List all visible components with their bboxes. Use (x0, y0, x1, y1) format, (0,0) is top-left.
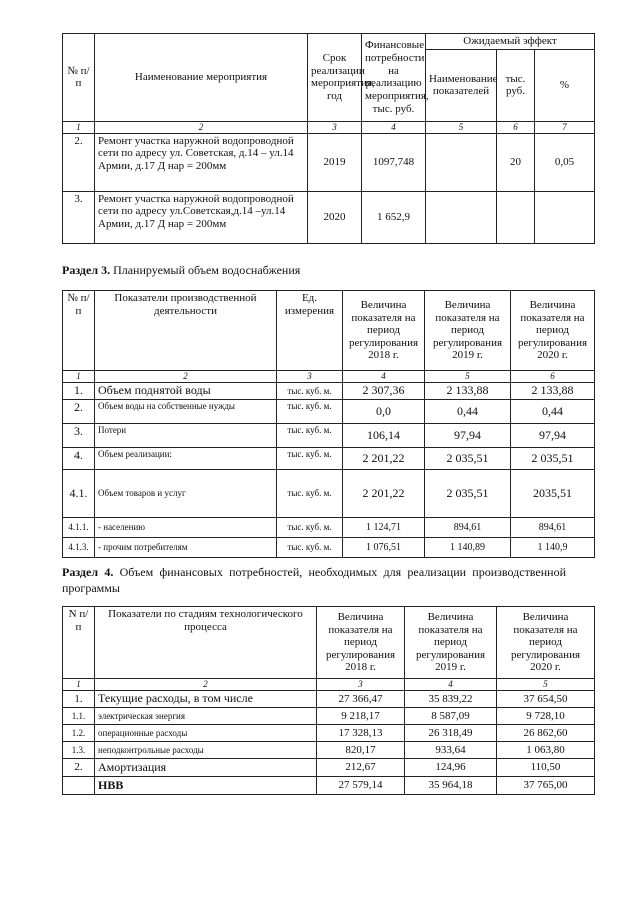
row-name: Текущие расходы, в том числе (95, 691, 317, 708)
row-2020: 26 862,60 (497, 725, 595, 742)
row-unit: тыс. куб. м. (277, 400, 343, 424)
financial-needs-table (62, 606, 595, 795)
index-cell: 3 (317, 679, 405, 691)
row-name: Ремонт участка наружной водопроводной сети по адресу ул.Советская,д.14 –ул.14 Армии, д.17 Д нар = 200мм (95, 191, 308, 243)
row-2018: 820,17 (317, 742, 405, 759)
row-name: Объем товаров и услуг (95, 470, 277, 518)
row-2018: 9 218,17 (317, 708, 405, 725)
table-row (63, 708, 595, 725)
row-2019: 26 318,49 (405, 725, 497, 742)
row-thous: 20 (497, 133, 535, 191)
index-cell: 1 (63, 371, 95, 383)
row-2019: 2 035,51 (425, 470, 511, 518)
row-name: НВВ (95, 777, 317, 795)
table-row (63, 424, 595, 448)
col-num-header: № п/п (63, 291, 95, 371)
row-2018: 17 328,13 (317, 725, 405, 742)
row-2020: 110,50 (497, 759, 595, 777)
row-unit: тыс. куб. м. (277, 470, 343, 518)
table-row (63, 518, 595, 538)
row-2020: 1 140,9 (511, 538, 595, 558)
col-2018-header: Величина показателя на период регулирования 2018 г. (317, 607, 405, 679)
row-num: 1. (63, 383, 95, 400)
col-2020-header: Величина показателя на период регулирования 2020 г. (497, 607, 595, 679)
row-num: 2. (63, 400, 95, 424)
water-volume-table (62, 290, 595, 558)
row-2020: 2 133,88 (511, 383, 595, 400)
row-num (63, 777, 95, 795)
row-2019: 2 035,51 (425, 448, 511, 470)
col-fin-header: Финансовые потребности на реализацию мероприятия, тыс. руб. (362, 34, 426, 122)
row-2018: 1 076,51 (343, 538, 425, 558)
row-2018: 1 124,71 (343, 518, 425, 538)
index-cell: 6 (497, 121, 535, 133)
row-2020: 894,61 (511, 518, 595, 538)
row-num: 4.1.1. (63, 518, 95, 538)
col-name-header: Показатели по стадиям технологического процесса (95, 607, 317, 679)
table-row (63, 191, 595, 243)
section4-label: Раздел 4. (62, 565, 114, 579)
row-2018: 2 307,36 (343, 383, 425, 400)
index-cell: 4 (362, 121, 426, 133)
row-num: 1.3. (63, 742, 95, 759)
row-2018: 27 366,47 (317, 691, 405, 708)
row-ind (426, 133, 497, 191)
row-2020: 2 035,51 (511, 448, 595, 470)
row-name: Амортизация (95, 759, 317, 777)
col-pct-header: % (535, 49, 595, 121)
col-2020-header: Величина показателя на период регулирования 2020 г. (511, 291, 595, 371)
row-2018: 212,67 (317, 759, 405, 777)
row-year: 2019 (308, 133, 362, 191)
row-num: 3. (63, 191, 95, 243)
row-2019: 97,94 (425, 424, 511, 448)
col-2019-header: Величина показателя на период регулирования 2019 г. (405, 607, 497, 679)
row-name: Объем поднятой воды (95, 383, 277, 400)
row-2019: 8 587,09 (405, 708, 497, 725)
table-row (63, 759, 595, 777)
row-num: 4.1.3. (63, 538, 95, 558)
index-cell: 1 (63, 679, 95, 691)
row-year: 2020 (308, 191, 362, 243)
index-cell: 5 (497, 679, 595, 691)
col-ind-header: Наименование показателей (426, 49, 497, 121)
row-unit: тыс. куб. м. (277, 538, 343, 558)
row-2020: 97,94 (511, 424, 595, 448)
index-cell: 4 (343, 371, 425, 383)
row-2018: 106,14 (343, 424, 425, 448)
col-2018-header: Величина показателя на период регулирования 2018 г. (343, 291, 425, 371)
row-2020: 1 063,80 (497, 742, 595, 759)
col-unit-header: Ед. измерения (277, 291, 343, 371)
index-cell: 1 (63, 121, 95, 133)
section4-heading (62, 564, 566, 596)
table-row (63, 383, 595, 400)
col-thous-header: тыс. руб. (497, 49, 535, 121)
row-fin: 1 652,9 (362, 191, 426, 243)
table-row (63, 400, 595, 424)
section3-heading (62, 262, 602, 278)
row-2020: 9 728,10 (497, 708, 595, 725)
row-unit: тыс. куб. м. (277, 424, 343, 448)
row-2019: 933,64 (405, 742, 497, 759)
row-2019: 894,61 (425, 518, 511, 538)
col-2019-header: Величина показателя на период регулирования 2019 г. (425, 291, 511, 371)
index-cell: 2 (95, 121, 308, 133)
table-row (63, 133, 595, 191)
index-cell: 2 (95, 371, 277, 383)
table-row (63, 448, 595, 470)
col-num-header: № п/п (63, 34, 95, 122)
row-2019: 35 839,22 (405, 691, 497, 708)
row-num: 1. (63, 691, 95, 708)
col-name-header: Показатели производственной деятельности (95, 291, 277, 371)
table-row (63, 725, 595, 742)
col-name-header: Наименование мероприятия (95, 34, 308, 122)
row-2018: 2 201,22 (343, 448, 425, 470)
row-name: Потери (95, 424, 277, 448)
table-row (63, 691, 595, 708)
row-name: электрическая энергия (95, 708, 317, 725)
row-name: - прочим потребителям (95, 538, 277, 558)
row-2020: 2035,51 (511, 470, 595, 518)
col-num-header: N п/п (63, 607, 95, 679)
row-name: неподконтрольные расходы (95, 742, 317, 759)
index-cell: 3 (277, 371, 343, 383)
row-2019: 0,44 (425, 400, 511, 424)
col-term-header: Срок реализации мероприятия, год (308, 34, 362, 122)
row-name: Объем реализации: (95, 448, 277, 470)
index-cell: 5 (426, 121, 497, 133)
row-2020: 37 765,00 (497, 777, 595, 795)
row-pct (535, 191, 595, 243)
row-2018: 27 579,14 (317, 777, 405, 795)
col-effect-header: Ожидаемый эффект (426, 34, 595, 50)
index-cell: 4 (405, 679, 497, 691)
index-cell: 2 (95, 679, 317, 691)
row-num: 1.1. (63, 708, 95, 725)
row-num: 4.1. (63, 470, 95, 518)
index-cell: 7 (535, 121, 595, 133)
row-pct: 0,05 (535, 133, 595, 191)
row-2019: 35 964,18 (405, 777, 497, 795)
row-unit: тыс. куб. м. (277, 383, 343, 400)
measures-table (62, 33, 595, 244)
index-cell: 3 (308, 121, 362, 133)
row-2020: 0,44 (511, 400, 595, 424)
row-num: 1.2. (63, 725, 95, 742)
row-2019: 124,96 (405, 759, 497, 777)
row-fin: 1097,748 (362, 133, 426, 191)
section4-title: Объем финансовых потребностей, необходимых для реализации производственной программы (62, 565, 566, 596)
row-num: 3. (63, 424, 95, 448)
row-num: 2. (63, 759, 95, 777)
row-name: Ремонт участка наружной водопроводной сети по адресу ул. Советская, д.14 – ул.14 Армии, д.17 Д нар = 200мм (95, 133, 308, 191)
row-2019: 2 133,88 (425, 383, 511, 400)
row-unit: тыс. куб. м. (277, 518, 343, 538)
table-row (63, 742, 595, 759)
row-2019: 1 140,89 (425, 538, 511, 558)
section3-label: Раздел 3. (62, 263, 111, 277)
index-cell: 5 (425, 371, 511, 383)
table-row (63, 777, 595, 795)
index-cell: 6 (511, 371, 595, 383)
table-row (63, 538, 595, 558)
row-name: Объем воды на собственные нужды (95, 400, 277, 424)
row-2018: 2 201,22 (343, 470, 425, 518)
section3-title: Планируемый объем водоснабжения (113, 263, 301, 277)
row-2020: 37 654,50 (497, 691, 595, 708)
row-2018: 0,0 (343, 400, 425, 424)
row-ind (426, 191, 497, 243)
table-row (63, 470, 595, 518)
row-name: - населению (95, 518, 277, 538)
row-name: операционные расходы (95, 725, 317, 742)
row-num: 2. (63, 133, 95, 191)
row-unit: тыс. куб. м. (277, 448, 343, 470)
row-num: 4. (63, 448, 95, 470)
row-thous (497, 191, 535, 243)
